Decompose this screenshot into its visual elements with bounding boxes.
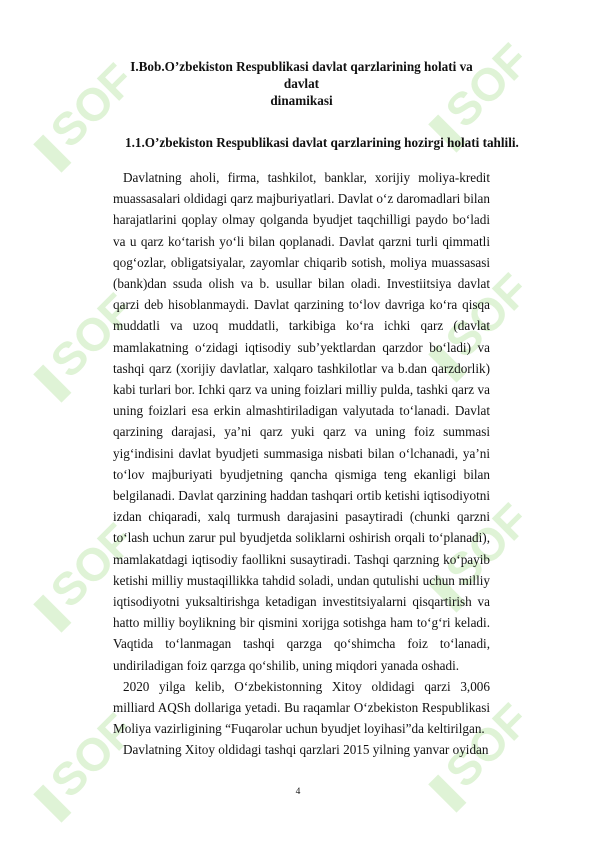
watermark-text: SOF [40, 53, 144, 158]
chapter-title-line-2: dinamikasi [270, 93, 333, 108]
page-number: 4 [295, 787, 301, 797]
watermark-text: SOF [40, 703, 144, 808]
paragraph-1: Davlatning aholi, firma, tashkilot, banklar, xorijiy moliya-kredit muassasalari oldidagi qarz majburiyatlari. Davlat o‘z daromadlari bilan harajatlarini qoplay olmay qolganda byudjet taqchilligi paydo bo‘ladi va u qarz ko‘tarish yo‘li bilan qoplanadi. Davlat qarzni turli qimmatli qog‘ozlar, obligatsiyalar, zayomlar chiqarib sotish, moliya muassasasi (bank)dan ssuda olish va b. usullar bilan oladi. Investiitsiya davlat qarzi deb hisoblanmaydi. Davlat qarzining to‘lov davriga ko‘ra qisqa muddatli va uzoq muddatli, tarkibiga ko‘ra ichki qarz (davlat mamlakatning o‘zidagi iqtisodiy sub’yektlardan qarzdor bo‘ladi) va tashqi qarz (xorijiy davlatlar, xalqaro tashkilotlar va b.dan qarzdorlik) kabi turlari bor. Ichki qarz va uning foizlari milliy pulda, tashki qarz va uning foizlari esa erkin almashtiriladigan valyutada to‘lanadi. Davlat qarzining darajasi, ya’ni qarz yuki qarz va uning foiz summasi yig‘indisini davlat byudjeti summasiga nisbati bilan o‘lchanadi, ya’ni to‘lov majburiyati byudjetning qancha qismiga teng ekanligi bilan belgilanadi. Davlat qarzining haddan tashqari ortib ketishi iqtisodiyotni izdan chiqaradi, xalq turmush darajasini pasaytiradi (chunki qarzni to‘lash uchun zarur pul byudjetda soliklarni oshirish orqali to‘planadi), mamlakatdagi iqtisodiy faollikni susaytiradi. Tashqi qarzning ko‘payib ketishi milliy mustaqillikka tahdid soladi, undan qutulishi uchun milliy iqtisodiyotni yuksaltirishga ketadigan investitsiyalarni qisqartirish va hatto milliy boylikning bir qismini xorijga sotishga ham to‘g‘ri keladi. Vaqtida to‘lanmagan tashqi qarzga qo‘shimcha foiz to‘lanadi, undiriladigan foiz qarzga qo‘shilib, uning miqdori yanada oshadi. [113, 170, 490, 673]
watermark-text: SOF [435, 263, 539, 368]
chapter-title [113, 58, 490, 109]
section-title: 1.1.O’zbekiston Respublikasi davlat qarzlarining hozirgi holati tahlili. [125, 135, 519, 150]
chapter-title-line-1: I.Bob.O’zbekiston Respublikasi davlat qarzlarining holati va davlat [130, 59, 473, 91]
watermark-text: SOF [435, 33, 539, 138]
body-text [113, 167, 490, 761]
paragraph-3: Davlatning Xitoy oldidagi tashqi qarzlari 2015 yilning yanvar oyidan [123, 742, 489, 758]
watermark-text: SOF [435, 693, 539, 798]
watermark-text: SOF [40, 513, 144, 618]
paragraph-2: 2020 yilga kelib, O‘zbekistonning Xitoy oldidagi qarzi 3,006 milliard AQSh dollariga yetadi. Bu raqamlar O‘zbekiston Respublikasi Moliya vazirligining “Fuqarolar uchun byudjet loyihasi”da keltirilgan. [113, 678, 490, 737]
watermark-text: SOF [40, 283, 144, 388]
watermark-text: SOF [435, 493, 539, 598]
